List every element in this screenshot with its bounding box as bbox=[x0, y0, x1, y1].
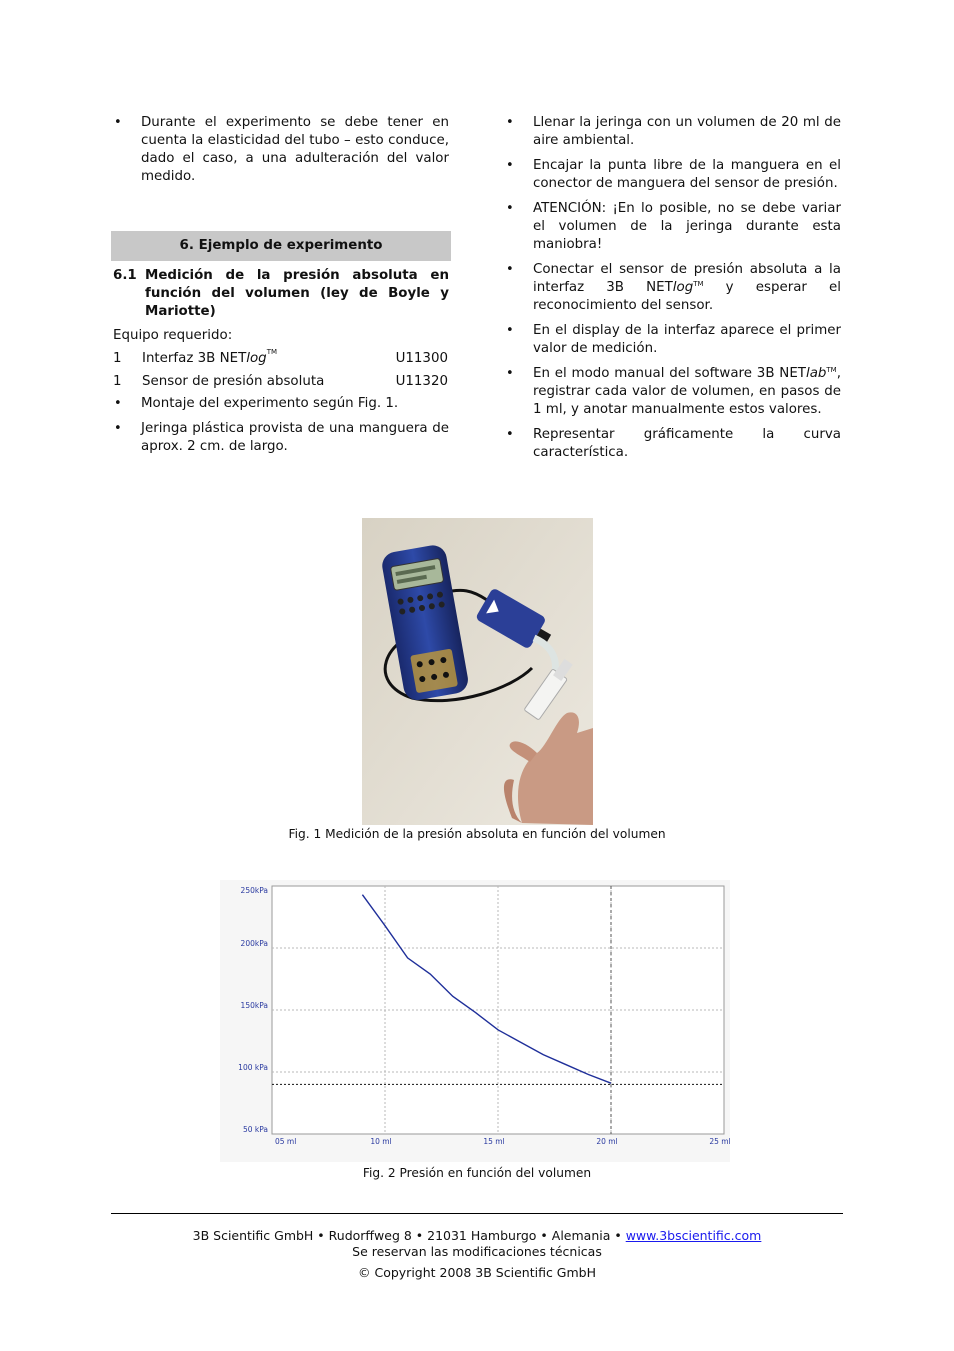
list-item bbox=[505, 261, 841, 315]
footer-notice: Se reservan las modificaciones técnicas bbox=[352, 1244, 602, 1259]
bullet-text: En el display de la interfaz aparece el primer valor de medición. bbox=[533, 323, 841, 356]
bullet-glyph: • bbox=[506, 158, 514, 173]
bullet-glyph: • bbox=[114, 421, 122, 436]
list-item bbox=[113, 420, 449, 456]
equipment-code: U11320 bbox=[395, 374, 448, 389]
list-item bbox=[505, 365, 841, 419]
x-tick-label: 05 ml bbox=[275, 1137, 297, 1146]
figure-2-caption: Fig. 2 Presión en función del volumen bbox=[362, 1166, 592, 1180]
footer-address-text: 3B Scientific GmbH • Rudorffweg 8 • 21031 Hamburgo • Alemania • bbox=[192, 1228, 626, 1243]
bullet-text: Jeringa plástica provista de una manguera de aprox. 2 cm. de largo. bbox=[141, 421, 449, 454]
list-item bbox=[505, 426, 841, 462]
list-item bbox=[505, 322, 841, 358]
bullet-glyph: • bbox=[506, 366, 514, 381]
footer-divider bbox=[111, 1213, 843, 1214]
subsection-text: Medición de la presión absoluta en función del volumen (ley de Boyle y Mariotte) bbox=[145, 268, 449, 319]
left-column bbox=[113, 114, 449, 463]
y-tick-label: 200kPa bbox=[240, 939, 268, 948]
x-tick-label: 10 ml bbox=[370, 1137, 392, 1146]
figure-1-caption: Fig. 1 Medición de la presión absoluta en función del volumen bbox=[288, 827, 666, 841]
equipment-qty: 1 bbox=[113, 351, 122, 366]
subsection-number: 6.1 bbox=[113, 268, 137, 283]
bullet-glyph: • bbox=[506, 115, 514, 130]
bullet-glyph: • bbox=[506, 262, 514, 277]
y-tick-label: 150kPa bbox=[240, 1001, 268, 1010]
footer-copyright: © Copyright 2008 3B Scientific GmbH bbox=[358, 1265, 596, 1280]
equipment-code: U11300 bbox=[395, 351, 448, 366]
bullet-text: Representar gráficamente la curva característica. bbox=[533, 427, 841, 460]
footer-address bbox=[0, 1228, 954, 1244]
right-column bbox=[505, 114, 841, 469]
bullet-text: Durante el experimento se debe tener en cuenta la elasticidad del tubo – esto conduce, dado el caso, a una adulteración del valor medido. bbox=[141, 115, 449, 184]
bullet-glyph: • bbox=[114, 115, 122, 130]
bullet-text: Llenar la jeringa con un volumen de 20 ml de aire ambiental. bbox=[533, 115, 841, 148]
list-item bbox=[113, 395, 449, 413]
y-tick-label: 50 kPa bbox=[242, 1125, 268, 1134]
equipment-qty: 1 bbox=[113, 374, 122, 389]
pressure-volume-chart bbox=[220, 880, 730, 1162]
bullet-glyph: • bbox=[506, 201, 514, 216]
equipment-label: Equipo requerido: bbox=[113, 328, 233, 343]
list-item bbox=[505, 114, 841, 150]
bullet-glyph: • bbox=[114, 396, 122, 411]
equipment-item: Interfaz 3B NETlog™ bbox=[142, 348, 278, 366]
bullet-text: Encajar la punta libre de la manguera en el conector de manguera del sensor de presión. bbox=[533, 158, 841, 191]
bullet-text: En el modo manual del software 3B NETlab™, registrar cada valor de volumen, en pasos de 1 ml, y anotar manualmente estos valores. bbox=[533, 366, 841, 417]
list-item bbox=[113, 114, 449, 186]
bullet-glyph: • bbox=[506, 427, 514, 442]
y-tick-label: 100 kPa bbox=[238, 1063, 268, 1072]
bullet-text: Conectar el sensor de presión absoluta a la interfaz 3B NETlog™ y esperar el reconocimiento del sensor. bbox=[533, 262, 842, 313]
equipment-row bbox=[113, 370, 449, 393]
y-tick-label: 250kPa bbox=[240, 886, 268, 895]
experiment-photo bbox=[362, 518, 593, 825]
list-item bbox=[505, 157, 841, 193]
subsection-title bbox=[113, 267, 449, 321]
equipment-item: Sensor de presión absoluta bbox=[142, 374, 325, 389]
x-tick-label: 20 ml bbox=[596, 1137, 618, 1146]
equipment-row bbox=[113, 347, 449, 370]
bullet-text: ATENCIÓN: ¡En lo posible, no se debe variar el volumen de la jeringa durante esta maniobra! bbox=[533, 201, 841, 252]
photo-illustration bbox=[362, 518, 593, 825]
section-title: 6. Ejemplo de experimento bbox=[111, 231, 451, 261]
x-tick-label: 25 ml bbox=[709, 1137, 730, 1146]
chart-svg bbox=[220, 880, 730, 1162]
bullet-glyph: • bbox=[506, 323, 514, 338]
x-tick-label: 15 ml bbox=[483, 1137, 505, 1146]
list-item bbox=[505, 200, 841, 254]
website-link[interactable]: www.3bscientific.com bbox=[625, 1228, 762, 1243]
bullet-text: Montaje del experimento según Fig. 1. bbox=[141, 396, 399, 411]
